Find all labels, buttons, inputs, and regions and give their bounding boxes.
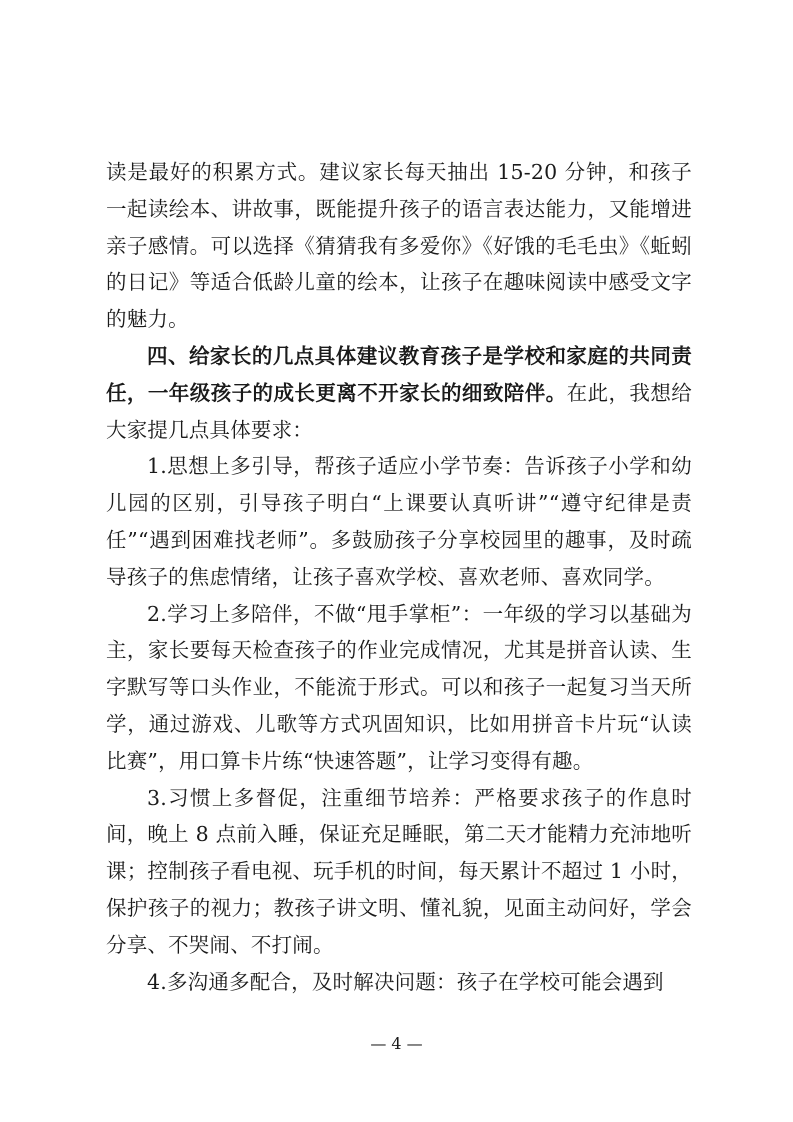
- page-number: — 4 —: [370, 1034, 423, 1053]
- section-heading: 四、给家长的几点具体建议教育孩子是学校和家庭的共同责任，一年级孩子的成长更离不开家长的细致陪伴。: [106, 343, 692, 405]
- paragraph-text: 2.学习上多陪伴，不做“甩手掌柜”：一年级的学习以基础为主，家长要每天检查孩子的作业完成情况，尤其是拼音认读、生字默写等口头作业，不能流于形式。可以和孩子一起复习当天所学，通过游戏、儿歌等方式巩固知识，比如用拼音卡片玩“认读比赛”，用口算卡片练“快速答题”，让学习变得有趣。: [106, 601, 692, 773]
- paragraph-item-1: [106, 448, 692, 595]
- paragraph-section-four: [106, 338, 692, 448]
- paragraph-item-3: [106, 780, 692, 964]
- paragraph-text: 在此，我想给大家提几点具体要求：: [106, 380, 692, 442]
- paragraph-text: 3.习惯上多督促，注重细节培养：严格要求孩子的作息时间，晚上 8 点前入睡，保证充足睡眠，第二天才能精力充沛地听课；控制孩子看电视、玩手机的时间，每天累计不超过 1 小时，保护孩子的视力；教孩子讲文明、懂礼貌，见面主动问好，学会分享、不哭闹、不打闹。: [106, 785, 692, 957]
- paragraph-text: 4.多沟通多配合，及时解决问题：孩子在学校可能会遇到: [147, 969, 664, 994]
- paragraph-item-2: [106, 596, 692, 780]
- paragraph-item-4: [106, 964, 692, 1001]
- paragraph-reading-habit: [106, 154, 692, 338]
- paragraph-text: 读是最好的积累方式。建议家长每天抽出 15-20 分钟，和孩子一起读绘本、讲故事，既能提升孩子的语言表达能力，又能增进亲子感情。可以选择《猜猜我有多爱你》《好饿的毛毛虫》《蚯蚓的日记》等适合低龄儿童的绘本，让孩子在趣味阅读中感受文字的魅力。: [106, 160, 692, 332]
- document-body: [106, 154, 692, 1000]
- paragraph-text: 1.思想上多引导，帮孩子适应小学节奏：告诉孩子小学和幼儿园的区别，引导孩子明白“上课要认真听讲”“遵守纪律是责任”“遇到困难找老师”。多鼓励孩子分享校园里的趣事，及时疏导孩子的焦虑情绪，让孩子喜欢学校、喜欢老师、喜欢同学。: [106, 454, 692, 589]
